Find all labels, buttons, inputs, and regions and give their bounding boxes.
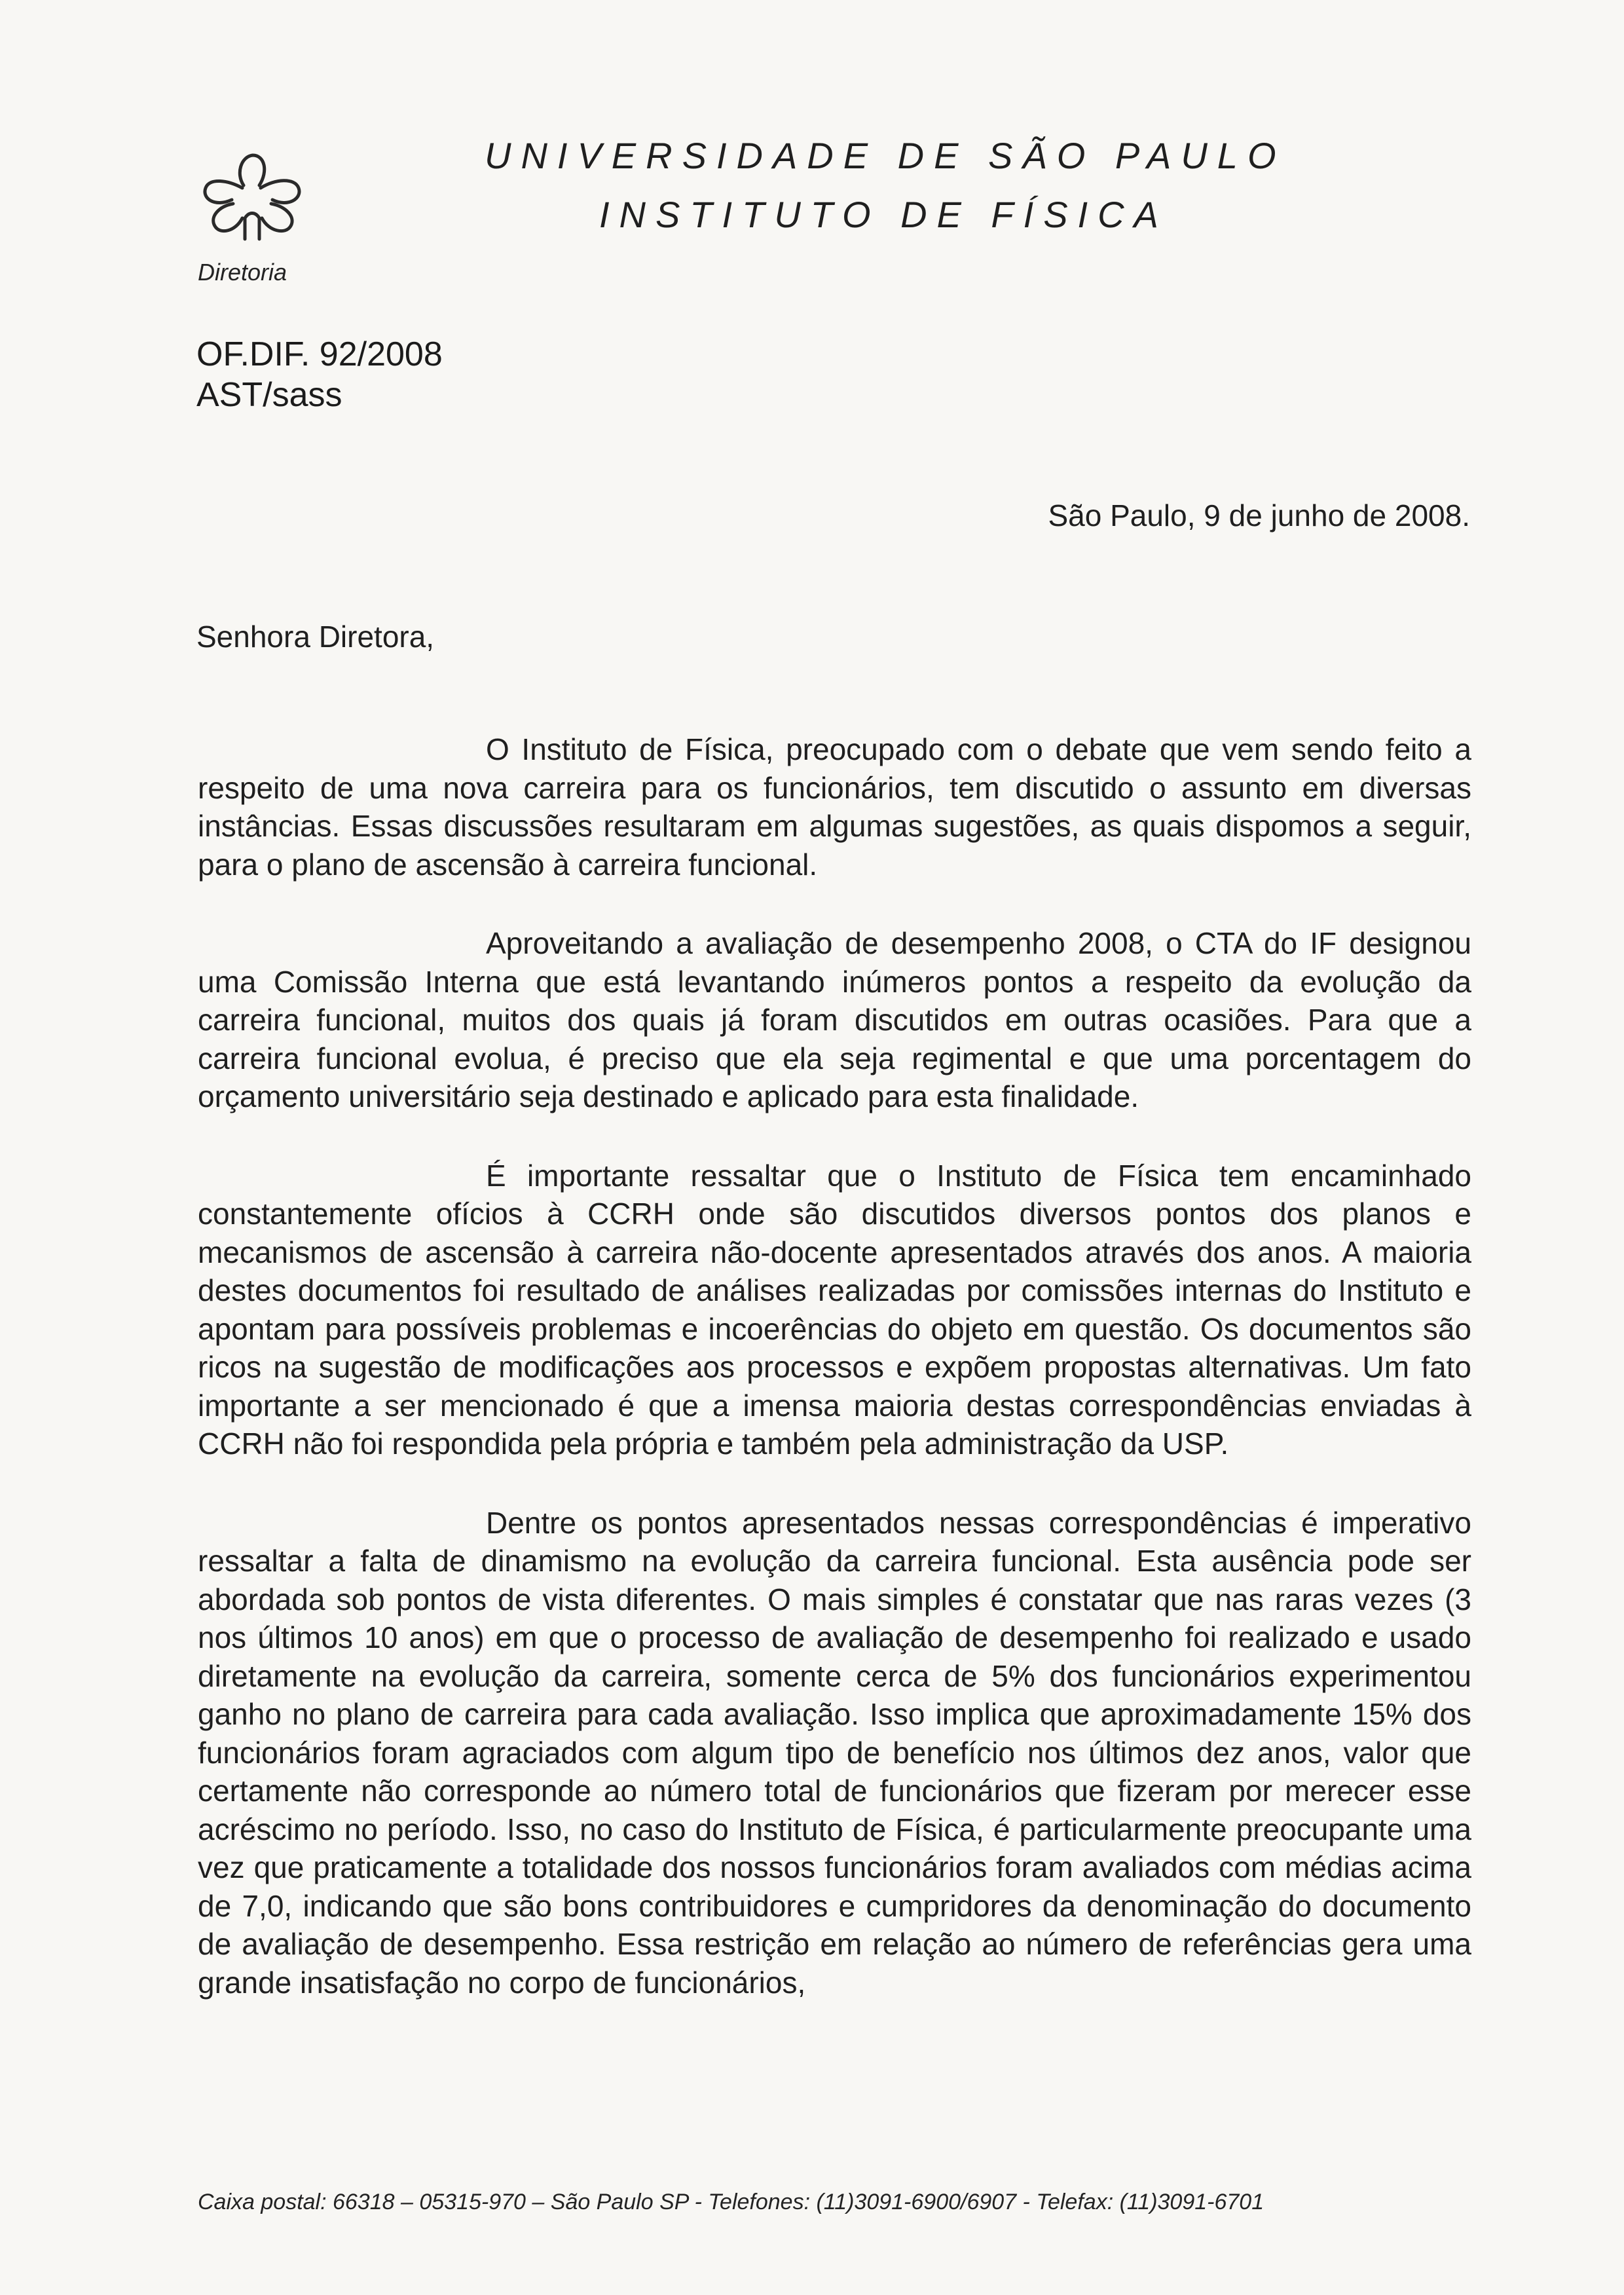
usp-diretoria-logo-icon <box>190 147 314 246</box>
paragraph: É importante ressaltar que o Instituto de Física tem encaminhado constantemente ofícios à CCRH onde são discutidos diversos pontos dos planos e mecanismos de ascensão à carreira não-docente apresentados através dos anos. A maioria destes documentos foi resultado de análises realizadas por comissões internas do Instituto e apontam para possíveis problemas e incoerências do objeto em questão. Os documentos são ricos na sugestão de modificações aos processos e expõem propostas alternativas. Um fato importante a ser mencionado é que a imensa maioria destas correspondências enviadas à CCRH não foi respondida pela própria e também pela administração da USP. <box>198 1158 1471 1461</box>
letter-body <box>198 730 1471 2042</box>
logo-caption: Diretoria <box>198 259 287 286</box>
paragraph: Dentre os pontos apresentados nessas correspondências é imperativo ressaltar a falta de dinamismo na evolução da carreira funcional. Esta ausência pode ser abordada sob pontos de vista diferentes. O mais simples é constatar que nas raras vezes (3 nos últimos 10 anos) em que o processo de avaliação de desempenho foi realizado e usado diretamente na evolução da carreira, somente cerca de 5% dos funcionários experimentou ganho no plano de carreira para cada avaliação. Isso implica que aproximadamente 15% dos funcionários foram agraciados com algum tipo de benefício nos últimos dez anos, valor que certamente não corresponde ao número total de funcionários que fizeram por merecer esse acréscimo no período. Isso, no caso do Instituto de Física, é particularmente preocupante uma vez que praticamente a totalidade dos nossos funcionários foram avaliados com médias acima de 7,0, indicando que são bons contribuidores e cumpridores da denominação do documento de avaliação de desempenho. Essa restrição em relação ao número de referências gera uma grande insatisfação no corpo de funcionários, <box>198 1505 1471 2000</box>
document-reference <box>196 334 443 415</box>
salutation: Senhora Diretora, <box>196 620 435 654</box>
letter-date: São Paulo, 9 de junho de 2008. <box>1048 498 1470 532</box>
footer-contact: Caixa postal: 66318 – 05315-970 – São Paulo SP - Telefones: (11)3091-6900/6907 - Telefax: (11)3091-6701 <box>198 2190 1264 2214</box>
paragraph: O Instituto de Física, preocupado com o debate que vem sendo feito a respeito de uma nova carreira para os funcionários, tem discutido o assunto em diversas instâncias. Essas discussões resultaram em algumas sugestões, as quais dispomos a seguir, para o plano de ascensão à carreira funcional. <box>198 732 1471 882</box>
reference-initials: AST/sass <box>196 376 342 414</box>
university-name: UNIVERSIDADE DE SÃO PAULO <box>485 135 1286 176</box>
paragraph: Aproveitando a avaliação de desempenho 2008, o CTA do IF designou uma Comissão Interna que está levantando inúmeros pontos a respeito da evolução da carreira funcional, muitos dos quais já foram discutidos em outras ocasiões. Para que a carreira funcional evolua, é preciso que ela seja regimental e que uma porcentagem do orçamento universitário seja destinado e aplicado para esta finalidade. <box>198 926 1471 1113</box>
institute-name: INSTITUTO DE FÍSICA <box>599 194 1168 235</box>
reference-number: OF.DIF. 92/2008 <box>196 335 443 373</box>
